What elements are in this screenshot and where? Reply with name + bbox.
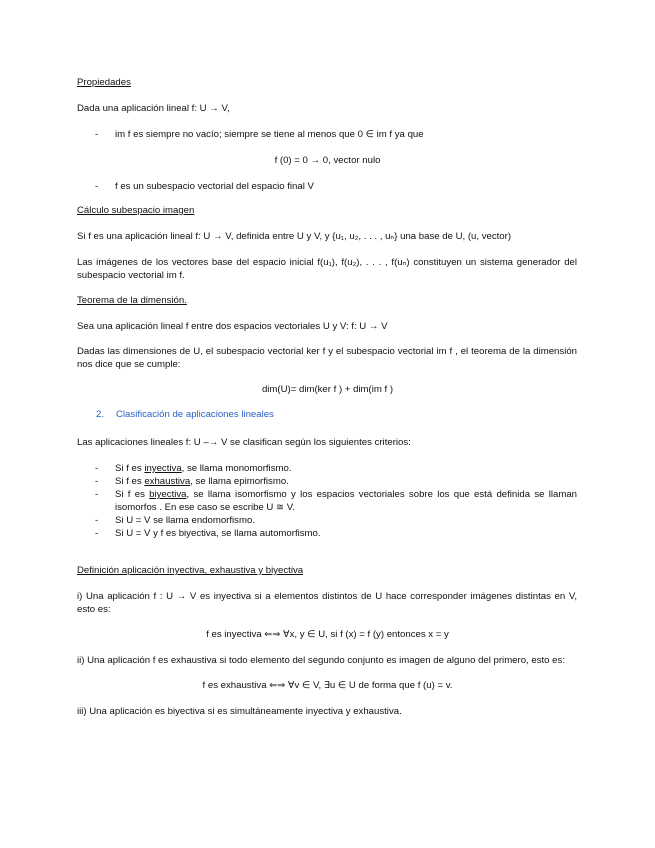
- definicion-heading: Definición aplicación inyectiva, exhaustiva y biyectiva: [77, 565, 304, 576]
- calculo-heading: Cálculo subespacio imagen: [77, 205, 195, 216]
- definicion-i: i) Una aplicación f : U → V es inyectiva si a elementos distintos de U hace corresponder imágenes distintas en V, esto es:: [77, 591, 577, 615]
- bullet-dash: -: [95, 463, 99, 474]
- clasificacion-item: Si f es inyectiva, se llama monomorfismo.: [115, 463, 292, 474]
- bullet-dash: -: [95, 528, 99, 539]
- teorema-heading: Teorema de la dimensión.: [77, 295, 187, 306]
- propiedad-equation: f (0) = 0 → 0, vector nulo: [274, 155, 381, 166]
- clasificacion-heading: Clasificación de aplicaciones lineales: [116, 409, 274, 420]
- bullet-dash: -: [95, 129, 99, 140]
- propiedad-1: im f es siempre no vacío; siempre se tiene al menos que 0 ∈ im f ya que: [115, 129, 424, 140]
- term-biyectiva: biyectiva: [149, 489, 187, 500]
- propiedades-heading: Propiedades: [77, 77, 131, 88]
- propiedad-2: f es un subespacio vectorial del espacio final V: [115, 181, 314, 192]
- teorema-paragraph-2: Dadas las dimensiones de U, el subespacio vectorial ker f y el subespacio vectorial im f , el teorema de la dimensión nos dice que se cumple:: [77, 346, 577, 370]
- definicion-ii-equation: f es exhaustiva ⇐⇒ ∀v ∈ V, ∃u ∈ U de forma que f (u) = v.: [202, 680, 453, 691]
- calculo-paragraph-2: Las imágenes de los vectores base del espacio inicial f(u₁), f(u₂), . . . , f(uₙ) constituyen un sistema generador del subespacio vectorial im f.: [77, 257, 577, 281]
- definicion-iii: iii) Una aplicación es biyectiva si es simultáneamente inyectiva y exhaustiva.: [77, 706, 402, 717]
- clasificacion-item: Si U = V se llama endomorfismo.: [115, 515, 255, 526]
- term-inyectiva: inyectiva: [144, 463, 182, 474]
- bullet-dash: -: [95, 515, 99, 526]
- teorema-equation: dim(U)= dim(ker f ) + dim(im f ): [261, 384, 394, 395]
- definicion-ii: ii) Una aplicación f es exhaustiva si todo elemento del segundo conjunto es imagen de alguno del primero, esto es:: [77, 655, 565, 666]
- teorema-paragraph-1: Sea una aplicación lineal f entre dos espacios vectoriales U y V: f: U → V: [77, 321, 388, 332]
- clasificacion-number: 2.: [96, 409, 105, 420]
- bullet-dash: -: [95, 476, 99, 487]
- bullet-dash: -: [95, 181, 99, 192]
- definicion-i-equation: f es inyectiva ⇐⇒ ∀x, y ∈ U, si f (x) = f (y) entonces x = y: [206, 629, 449, 640]
- propiedades-intro: Dada una aplicación lineal f: U → V,: [77, 103, 230, 114]
- bullet-dash: -: [95, 489, 99, 500]
- clasificacion-item: Si f es exhaustiva, se llama epimorfismo.: [115, 476, 289, 487]
- clasificacion-item: Si U = V y f es biyectiva, se llama automorfismo.: [115, 528, 321, 539]
- term-exhaustiva: exhaustiva: [144, 476, 191, 487]
- clasificacion-intro: Las aplicaciones lineales f: U –→ V se clasifican según los siguientes criterios:: [77, 437, 411, 448]
- clasificacion-item: Si f es biyectiva, se llama isomorfismo y los espacios vectoriales sobre los que está definida se llaman isomorfos . En ese caso se escribe U ≅ V.: [115, 489, 578, 513]
- calculo-paragraph-1: Si f es una aplicación lineal f: U → V, definida entre U y V, y {u₁, u₂, . . . , uₙ} una base de U, (u, vector): [77, 231, 512, 242]
